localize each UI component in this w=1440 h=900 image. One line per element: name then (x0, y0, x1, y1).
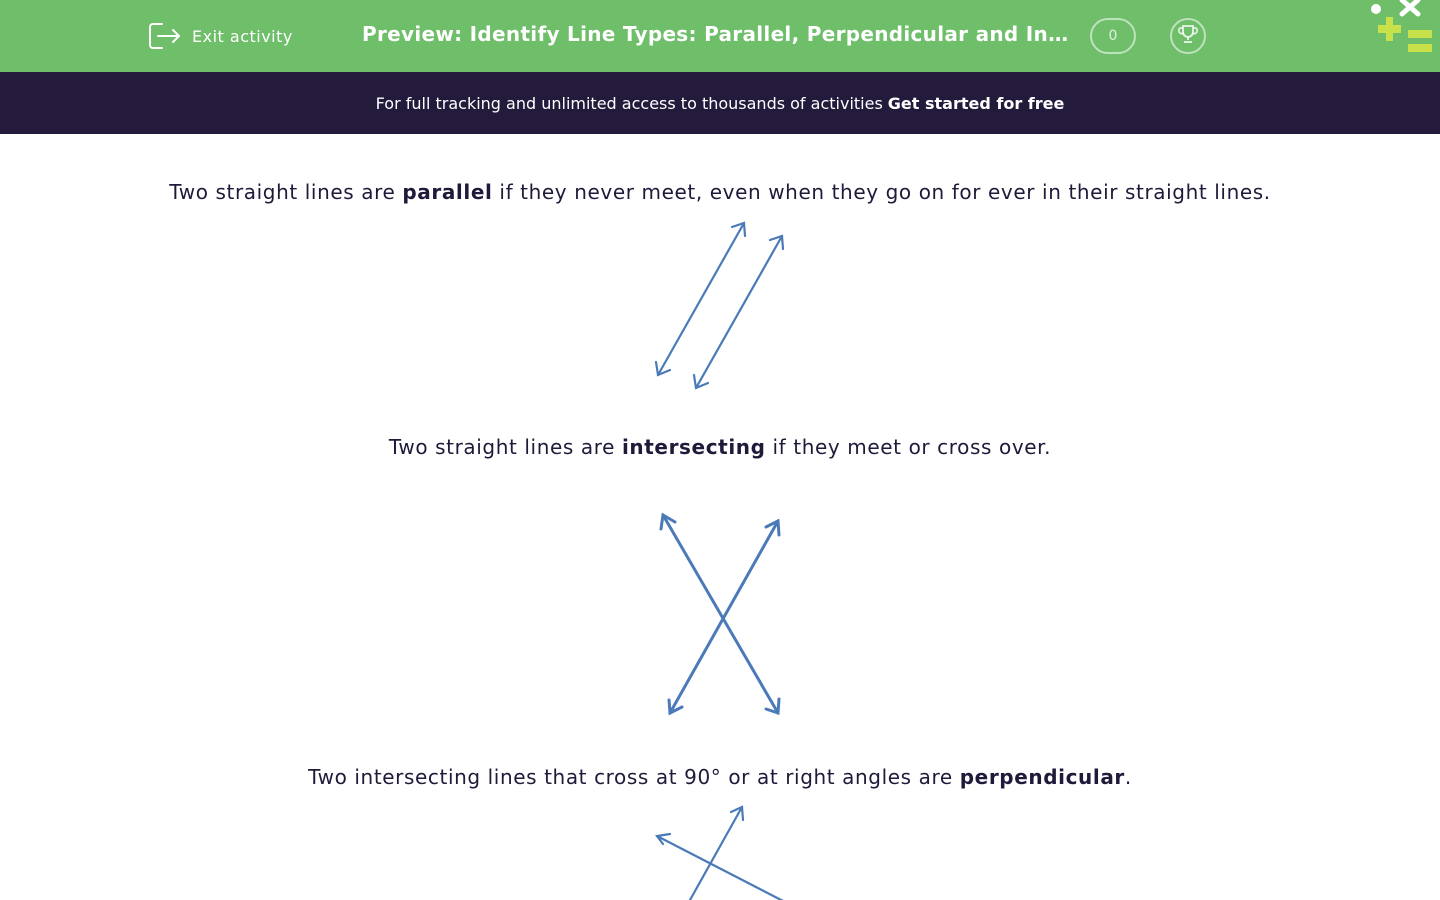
parallel-definition (0, 180, 1440, 204)
intersecting-text-before: Two straight lines are (388, 435, 622, 459)
perpendicular-lines-diagram (640, 800, 800, 900)
intersecting-text-after: if they meet or cross over. (765, 435, 1052, 459)
intersecting-lines-diagram (650, 505, 795, 725)
intersecting-term: intersecting (621, 435, 766, 459)
perpendicular-text-before: Two intersecting lines that cross at 90° or at right angles are (308, 765, 960, 789)
perpendicular-text-after: . (1124, 765, 1132, 789)
parallel-text-after: if they never meet, even when they go on for ever in their straight lines. (492, 180, 1271, 204)
trophy-icon (1177, 23, 1199, 49)
perpendicular-term: perpendicular (959, 765, 1125, 789)
top-bar (0, 0, 1440, 72)
banner-text: For full tracking and unlimited access to thousands of activities (375, 93, 883, 113)
get-started-link[interactable]: Get started for free (887, 93, 1065, 113)
exit-icon (148, 21, 182, 51)
parallel-term: parallel (402, 180, 493, 204)
perpendicular-definition (0, 765, 1440, 789)
brand-logo (1366, 0, 1440, 56)
intersecting-definition (0, 435, 1440, 459)
upsell-banner (0, 72, 1440, 134)
exit-activity-button[interactable] (148, 20, 293, 52)
score-badge: 0 (1090, 18, 1136, 54)
parallel-lines-diagram (640, 215, 800, 400)
exit-activity-label: Exit activity (192, 26, 293, 46)
trophy-button[interactable] (1170, 18, 1206, 54)
page-title: Preview: Identify Line Types: Parallel, Perpendicular and In… (362, 22, 1069, 46)
parallel-text-before: Two straight lines are (169, 180, 403, 204)
